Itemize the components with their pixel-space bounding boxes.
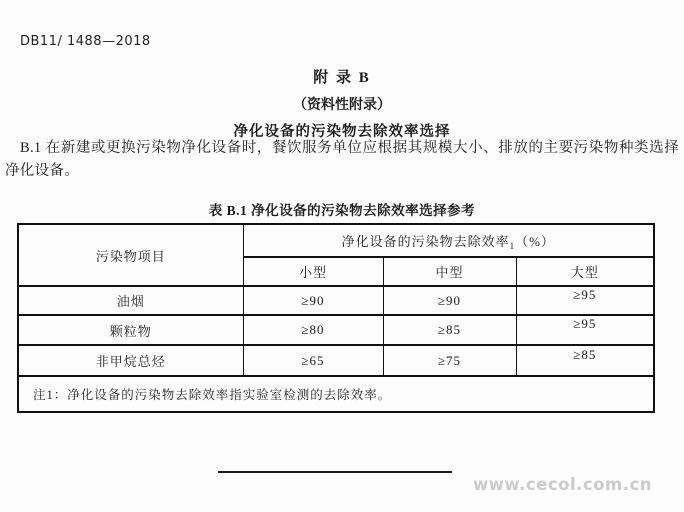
header-efficiency-text: 净化设备的污染物去除效率 — [341, 233, 510, 249]
standard-number: DB11/ 1488—2018 — [20, 34, 151, 49]
watermark-text: www.cecol.com.cn — [472, 475, 652, 494]
clause-b1-paragraph: B.1 在新建或更换污染物净化设备时，餐饮服务单位应根据其规模大小、排放的主要污染物种类选择净化设备。 — [5, 140, 679, 179]
efficiency-table — [17, 223, 655, 413]
value-fume-medium: ≥90 — [383, 286, 516, 315]
value-particulate-medium: ≥85 — [383, 315, 516, 345]
row-label-nmhc: 非甲烷总烃 — [18, 345, 243, 376]
value-nmhc-large — [516, 345, 654, 376]
subheader-medium: 中型 — [383, 257, 516, 286]
value-particulate-large-text: ≥95 — [573, 316, 597, 331]
table-caption: 表 B.1 净化设备的污染物去除效率选择参考 — [208, 203, 476, 218]
subheader-large: 大型 — [516, 257, 654, 286]
value-particulate-large — [516, 315, 654, 345]
value-nmhc-small: ≥65 — [243, 345, 383, 376]
row-label-fume: 油烟 — [18, 286, 243, 315]
appendix-title: 附 录 B — [313, 70, 371, 86]
appendix-heading: 净化设备的污染物去除效率选择 — [233, 124, 451, 140]
value-particulate-small: ≥80 — [243, 315, 383, 345]
table-row — [18, 345, 654, 376]
value-nmhc-large-text: ≥85 — [573, 346, 597, 362]
header-efficiency-unit: （%） — [515, 233, 555, 249]
table-note: 注1：净化设备的污染物去除效率指实验室检测的去除效率。 — [18, 376, 654, 412]
table-note-row — [18, 376, 654, 412]
value-nmhc-medium: ≥75 — [383, 345, 516, 376]
header-efficiency-group — [243, 224, 654, 257]
table-row — [18, 286, 654, 315]
header-note-mark: 1 — [509, 240, 516, 251]
table-row — [18, 315, 654, 345]
table-header-row-1 — [18, 224, 654, 257]
value-fume-small: ≥90 — [243, 286, 383, 315]
header-pollutant-item: 污染物项目 — [18, 224, 243, 286]
footnote-divider-rule — [218, 471, 452, 473]
value-fume-large — [516, 286, 654, 315]
row-label-particulate: 颗粒物 — [18, 315, 243, 345]
appendix-subtitle: （资料性附录） — [293, 98, 391, 113]
value-fume-large-text: ≥95 — [573, 286, 597, 302]
subheader-small: 小型 — [243, 257, 383, 286]
appendix-title-block — [0, 66, 684, 141]
